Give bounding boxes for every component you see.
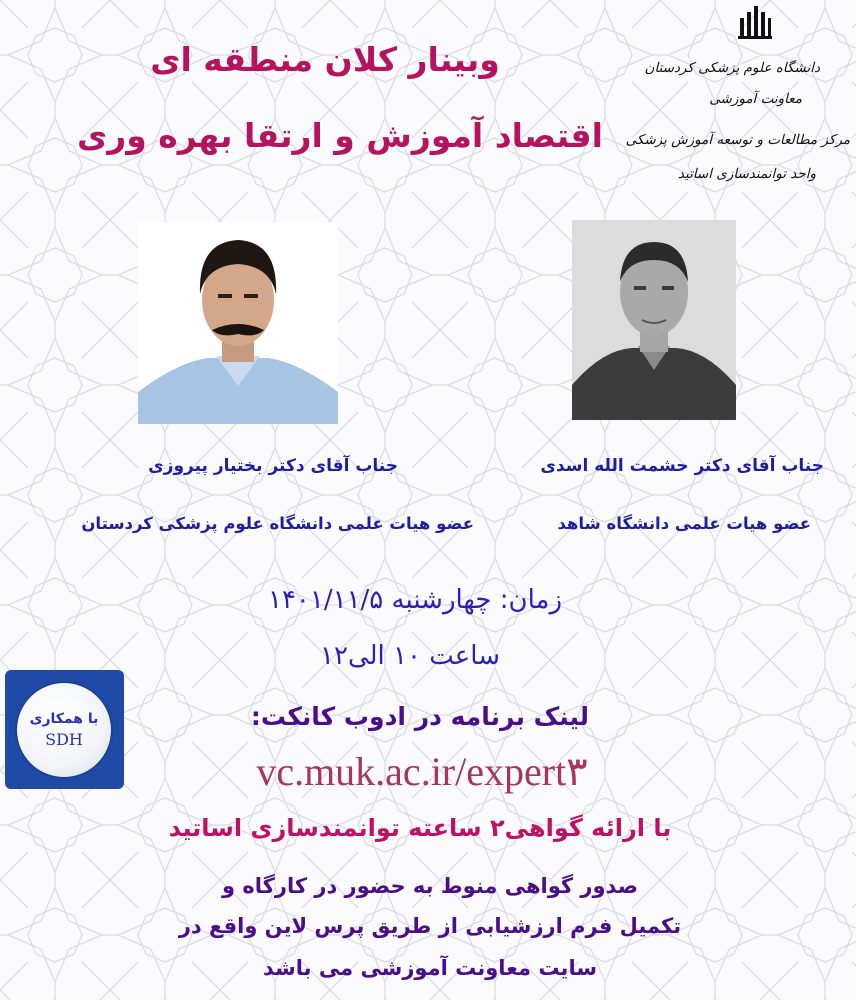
speaker-role-pirouzi: عضو هیات علمی دانشگاه علوم پزشکی کردستان (81, 514, 474, 533)
event-title-line1: وبینار کلان منطقه ای (150, 40, 500, 79)
sdh-badge-name: SDH (45, 730, 83, 749)
sdh-badge-label: با همکاری (29, 711, 99, 727)
certificate-note: با ارائه گواهی۲ ساعته توانمندسازی اساتید (168, 814, 672, 842)
event-time: ساعت ۱۰ الی۱۲ (320, 641, 500, 671)
speaker-photo-pirouzi (138, 222, 338, 424)
link-label: لینک برنامه در ادوب کانکت: (250, 702, 590, 731)
event-title-line2: اقتصاد آموزش و ارتقا بهره وری (77, 116, 603, 155)
note-line-1: صدور گواهی منوط به حضور در کارگاه و (222, 874, 638, 898)
sdh-badge (5, 670, 124, 789)
speaker-name-pirouzi: جناب آقای دکتر بختیار پیروزی (148, 456, 398, 476)
speaker-name-asadi: جناب آقای دکتر حشمت الله اسدی (540, 456, 824, 476)
university-logo (625, 4, 850, 200)
sdh-badge-circle (17, 683, 111, 777)
adobe-connect-link[interactable]: vc.muk.ac.ir/expert۳ (256, 749, 588, 794)
speaker-photo-asadi (572, 220, 736, 420)
note-line-2: تکمیل فرم ارزشیابی از طریق پرس لاین واقع در (178, 914, 682, 938)
university-emblem-icon (736, 4, 772, 40)
speaker-role-asadi: عضو هیات علمی دانشگاه شاهد (557, 514, 811, 533)
event-date: زمان: چهارشنبه ۱۴۰۱/۱۱/۵ (267, 585, 563, 615)
logo-line-4: واحد توانمندسازی اساتید (677, 166, 816, 182)
note-line-3: سایت معاونت آموزشی می باشد (263, 956, 597, 980)
logo-line-2: معاونت آموزشی (709, 91, 802, 107)
logo-line-1: دانشگاه علوم پزشکی کردستان (644, 60, 820, 76)
logo-line-3: مرکز مطالعات و توسعه آموزش پزشکی (625, 132, 850, 148)
